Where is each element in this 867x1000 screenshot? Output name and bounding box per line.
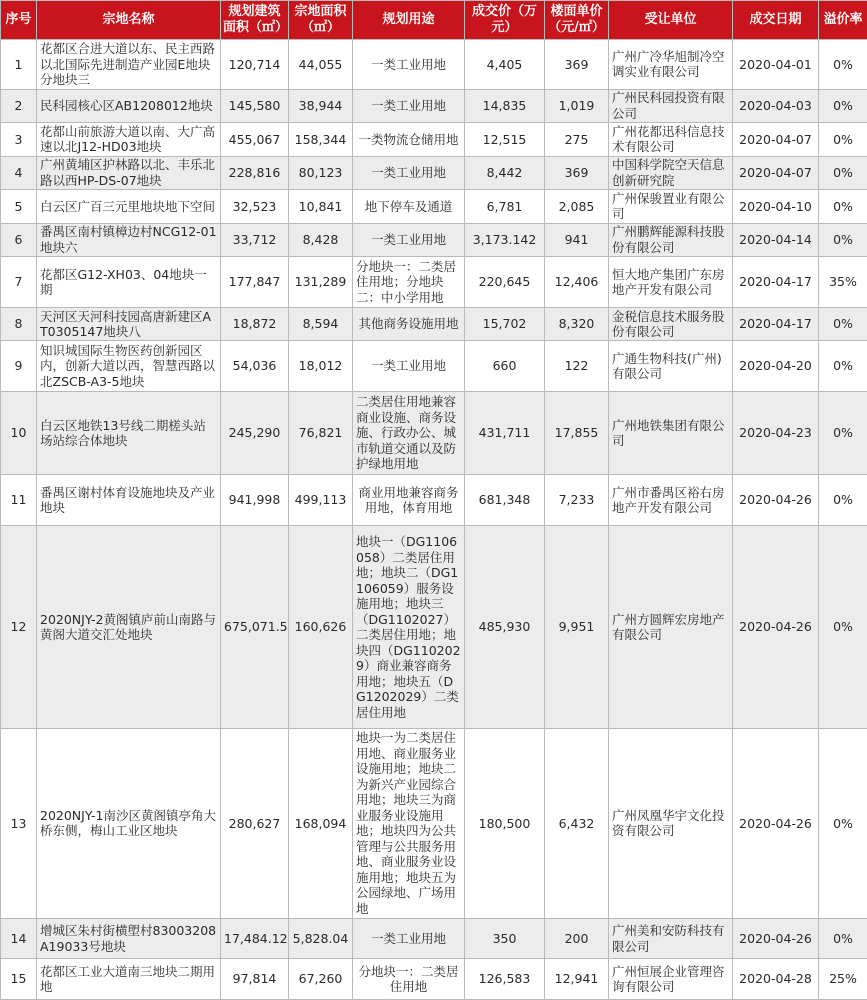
- cell-price: 6,781: [465, 190, 545, 223]
- table-row: [1, 959, 867, 1000]
- table-header-row: [1, 1, 867, 40]
- cell-price: 350: [465, 918, 545, 959]
- cell-land-name: 番禺区谢村体育设施地块及产业地块: [37, 475, 221, 526]
- cell-premium: 0%: [819, 918, 867, 959]
- cell-land-area: 18,012: [289, 341, 353, 392]
- cell-usage: 商业用地兼容商务用地，体育用地: [353, 475, 465, 526]
- cell-price: 4,405: [465, 40, 545, 90]
- cell-land-name: 花都山前旅游大道以南、大广高速以北J12-HD03地块: [37, 123, 221, 156]
- cell-build-area: 97,814: [221, 959, 289, 1000]
- header-date: 成交日期: [733, 1, 819, 40]
- cell-premium: 0%: [819, 307, 867, 340]
- cell-land-name: 天河区天河科技园高唐新建区AT0305147地块八: [37, 307, 221, 340]
- cell-buyer: 金税信息技术服务股份有限公司: [609, 307, 733, 340]
- header-price: 成交价（万元）: [465, 1, 545, 40]
- cell-land-area: 131,289: [289, 257, 353, 308]
- table-row: [1, 190, 867, 223]
- cell-date: 2020-04-14: [733, 223, 819, 256]
- cell-premium: 0%: [819, 190, 867, 223]
- cell-unit-price: 12,406: [545, 257, 609, 308]
- cell-usage: 分地块一：二类居住用地: [353, 959, 465, 1000]
- cell-buyer: 广州花都迅科信息技术有限公司: [609, 123, 733, 156]
- cell-date: 2020-04-17: [733, 257, 819, 308]
- cell-build-area: 245,290: [221, 392, 289, 475]
- cell-build-area: 228,816: [221, 156, 289, 189]
- cell-land-area: 8,594: [289, 307, 353, 340]
- cell-no: 4: [1, 156, 37, 189]
- cell-premium: 25%: [819, 959, 867, 1000]
- cell-land-name: 花都区G12-XH03、04地块一期: [37, 257, 221, 308]
- cell-land-name: 花都区合进大道以东、民主西路以北国际先进制造产业园E地块分地块三: [37, 40, 221, 90]
- cell-premium: 0%: [819, 40, 867, 90]
- cell-no: 11: [1, 475, 37, 526]
- cell-no: 1: [1, 40, 37, 90]
- cell-build-area: 18,872: [221, 307, 289, 340]
- cell-no: 15: [1, 959, 37, 1000]
- cell-land-area: 10,841: [289, 190, 353, 223]
- cell-usage: 一类工业用地: [353, 341, 465, 392]
- cell-premium: 0%: [819, 223, 867, 256]
- cell-no: 3: [1, 123, 37, 156]
- cell-price: 681,348: [465, 475, 545, 526]
- cell-build-area: 145,580: [221, 89, 289, 122]
- cell-land-name: 知识城国际生物医药创新园区内，创新大道以西，智慧西路以北ZSCB-A3-5地块: [37, 341, 221, 392]
- cell-no: 2: [1, 89, 37, 122]
- cell-build-area: 280,627: [221, 728, 289, 918]
- cell-buyer: 恒大地产集团广东房地产开发有限公司: [609, 257, 733, 308]
- cell-unit-price: 8,320: [545, 307, 609, 340]
- cell-price: 12,515: [465, 123, 545, 156]
- table-row: [1, 307, 867, 340]
- header-buyer: 受让单位: [609, 1, 733, 40]
- cell-unit-price: 7,233: [545, 475, 609, 526]
- cell-land-area: 499,113: [289, 475, 353, 526]
- cell-buyer: 广州凤凰华宇文化投资有限公司: [609, 728, 733, 918]
- cell-price: 14,835: [465, 89, 545, 122]
- table-row: [1, 918, 867, 959]
- cell-build-area: 941,998: [221, 475, 289, 526]
- cell-unit-price: 122: [545, 341, 609, 392]
- cell-date: 2020-04-26: [733, 918, 819, 959]
- cell-build-area: 32,523: [221, 190, 289, 223]
- cell-unit-price: 369: [545, 156, 609, 189]
- cell-build-area: 17,484.12: [221, 918, 289, 959]
- cell-buyer: 广州民科园投资有限公司: [609, 89, 733, 122]
- cell-date: 2020-04-28: [733, 959, 819, 1000]
- cell-land-area: 80,123: [289, 156, 353, 189]
- cell-premium: 0%: [819, 392, 867, 475]
- table-row: [1, 475, 867, 526]
- cell-usage: 地块一为二类居住用地、商业服务业设施用地；地块二为新兴产业园综合用地；地块三为商业服务业设施用地；地块四为公共管理与公共服务用地、商业服务业设施用地；地块五为公园绿地、广场用地: [353, 728, 465, 918]
- cell-date: 2020-04-07: [733, 123, 819, 156]
- cell-unit-price: 275: [545, 123, 609, 156]
- table-row: [1, 257, 867, 308]
- cell-land-area: 38,944: [289, 89, 353, 122]
- cell-land-name: 广州黄埔区护林路以北、丰乐北路以西HP-DS-07地块: [37, 156, 221, 189]
- table-row: [1, 40, 867, 90]
- cell-land-name: 2020NJY-2黄阁镇庐前山南路与黄阁大道交汇处地块: [37, 526, 221, 729]
- cell-usage: 一类工业用地: [353, 156, 465, 189]
- cell-price: 180,500: [465, 728, 545, 918]
- cell-price: 660: [465, 341, 545, 392]
- cell-date: 2020-04-26: [733, 475, 819, 526]
- cell-buyer: 广州恒展企业管理咨询有限公司: [609, 959, 733, 1000]
- cell-premium: 0%: [819, 89, 867, 122]
- cell-premium: 35%: [819, 257, 867, 308]
- cell-date: 2020-04-07: [733, 156, 819, 189]
- cell-buyer: 中国科学院空天信息创新研究院: [609, 156, 733, 189]
- cell-premium: 0%: [819, 156, 867, 189]
- cell-date: 2020-04-17: [733, 307, 819, 340]
- cell-date: 2020-04-01: [733, 40, 819, 90]
- cell-premium: 0%: [819, 526, 867, 729]
- header-premium: 溢价率: [819, 1, 867, 40]
- cell-buyer: 广州鹏辉能源科技股份有限公司: [609, 223, 733, 256]
- cell-date: 2020-04-26: [733, 526, 819, 729]
- cell-buyer: 广通生物科技(广州)有限公司: [609, 341, 733, 392]
- header-land-name: 宗地名称: [37, 1, 221, 40]
- cell-build-area: 455,067: [221, 123, 289, 156]
- cell-price: 126,583: [465, 959, 545, 1000]
- cell-date: 2020-04-26: [733, 728, 819, 918]
- table-row: [1, 341, 867, 392]
- table-row: [1, 223, 867, 256]
- cell-price: 3,173.142: [465, 223, 545, 256]
- cell-buyer: 广州市番禺区裕右房地产开发有限公司: [609, 475, 733, 526]
- cell-buyer: 广州美和安防科技有限公司: [609, 918, 733, 959]
- cell-land-name: 2020NJY-1南沙区黄阁镇亭角大桥东侧，梅山工业区地块: [37, 728, 221, 918]
- cell-build-area: 177,847: [221, 257, 289, 308]
- cell-land-name: 白云区地铁13号线二期槎头站场站综合体地块: [37, 392, 221, 475]
- cell-usage: 地下停车及通道: [353, 190, 465, 223]
- cell-unit-price: 12,941: [545, 959, 609, 1000]
- cell-unit-price: 200: [545, 918, 609, 959]
- cell-no: 14: [1, 918, 37, 959]
- cell-usage: 一类工业用地: [353, 89, 465, 122]
- cell-usage: 二类居住用地兼容商业设施、商务设施、行政办公、城市轨道交通以及防护绿地用地: [353, 392, 465, 475]
- cell-unit-price: 9,951: [545, 526, 609, 729]
- cell-land-area: 5,828.04: [289, 918, 353, 959]
- cell-no: 8: [1, 307, 37, 340]
- table-row: [1, 728, 867, 918]
- cell-premium: 0%: [819, 123, 867, 156]
- cell-unit-price: 941: [545, 223, 609, 256]
- table-row: [1, 392, 867, 475]
- header-no: 序号: [1, 1, 37, 40]
- cell-land-area: 168,094: [289, 728, 353, 918]
- cell-land-name: 民科园核心区AB1208012地块: [37, 89, 221, 122]
- cell-price: 431,711: [465, 392, 545, 475]
- cell-land-name: 白云区广百三元里地块地下空间: [37, 190, 221, 223]
- cell-no: 12: [1, 526, 37, 729]
- cell-premium: 0%: [819, 341, 867, 392]
- cell-land-name: 增城区朱村街横塱村83003208A19033号地块: [37, 918, 221, 959]
- header-usage: 规划用途: [353, 1, 465, 40]
- cell-price: 485,930: [465, 526, 545, 729]
- cell-build-area: 675,071.5: [221, 526, 289, 729]
- cell-buyer: 广州地铁集团有限公司: [609, 392, 733, 475]
- cell-no: 9: [1, 341, 37, 392]
- cell-land-area: 76,821: [289, 392, 353, 475]
- cell-date: 2020-04-20: [733, 341, 819, 392]
- header-build-area: 规划建筑面积（㎡）: [221, 1, 289, 40]
- cell-land-area: 158,344: [289, 123, 353, 156]
- cell-land-area: 44,055: [289, 40, 353, 90]
- cell-premium: 0%: [819, 475, 867, 526]
- cell-land-area: 160,626: [289, 526, 353, 729]
- cell-usage: 一类工业用地: [353, 223, 465, 256]
- table-row: [1, 526, 867, 729]
- cell-buyer: 广州方圆辉宏房地产有限公司: [609, 526, 733, 729]
- table-row: [1, 89, 867, 122]
- cell-no: 5: [1, 190, 37, 223]
- cell-unit-price: 1,019: [545, 89, 609, 122]
- cell-buyer: 广州保骏置业有限公司: [609, 190, 733, 223]
- cell-land-name: 番禺区南村镇樟边村NCG12-01地块六: [37, 223, 221, 256]
- cell-build-area: 120,714: [221, 40, 289, 90]
- cell-usage: 其他商务设施用地: [353, 307, 465, 340]
- cell-unit-price: 6,432: [545, 728, 609, 918]
- cell-unit-price: 369: [545, 40, 609, 90]
- cell-build-area: 54,036: [221, 341, 289, 392]
- cell-usage: 一类工业用地: [353, 40, 465, 90]
- cell-premium: 0%: [819, 728, 867, 918]
- table-row: [1, 156, 867, 189]
- cell-land-area: 67,260: [289, 959, 353, 1000]
- cell-date: 2020-04-03: [733, 89, 819, 122]
- header-land-area: 宗地面积（㎡）: [289, 1, 353, 40]
- cell-price: 8,442: [465, 156, 545, 189]
- cell-buyer: 广州广冷华旭制冷空调实业有限公司: [609, 40, 733, 90]
- cell-no: 7: [1, 257, 37, 308]
- cell-unit-price: 17,855: [545, 392, 609, 475]
- cell-usage: 一类工业用地: [353, 918, 465, 959]
- cell-build-area: 33,712: [221, 223, 289, 256]
- cell-no: 6: [1, 223, 37, 256]
- cell-date: 2020-04-23: [733, 392, 819, 475]
- cell-no: 13: [1, 728, 37, 918]
- cell-land-area: 8,428: [289, 223, 353, 256]
- table-row: [1, 123, 867, 156]
- cell-price: 220,645: [465, 257, 545, 308]
- cell-date: 2020-04-10: [733, 190, 819, 223]
- cell-usage: 分地块一：二类居住用地；分地块二：中小学用地: [353, 257, 465, 308]
- cell-unit-price: 2,085: [545, 190, 609, 223]
- cell-usage: 一类物流仓储用地: [353, 123, 465, 156]
- header-unit-price: 楼面单价（元/㎡）: [545, 1, 609, 40]
- cell-no: 10: [1, 392, 37, 475]
- cell-price: 15,702: [465, 307, 545, 340]
- cell-usage: 地块一（DG1106058）二类居住用地；地块二（DG1106059）服务设施用地；地块三（DG1102027）二类居住用地；地块四（DG1102029）商业兼容商务用地；地块五（DG1202029）二类居住用地: [353, 526, 465, 729]
- cell-land-name: 花都区工业大道南三地块二期用地: [37, 959, 221, 1000]
